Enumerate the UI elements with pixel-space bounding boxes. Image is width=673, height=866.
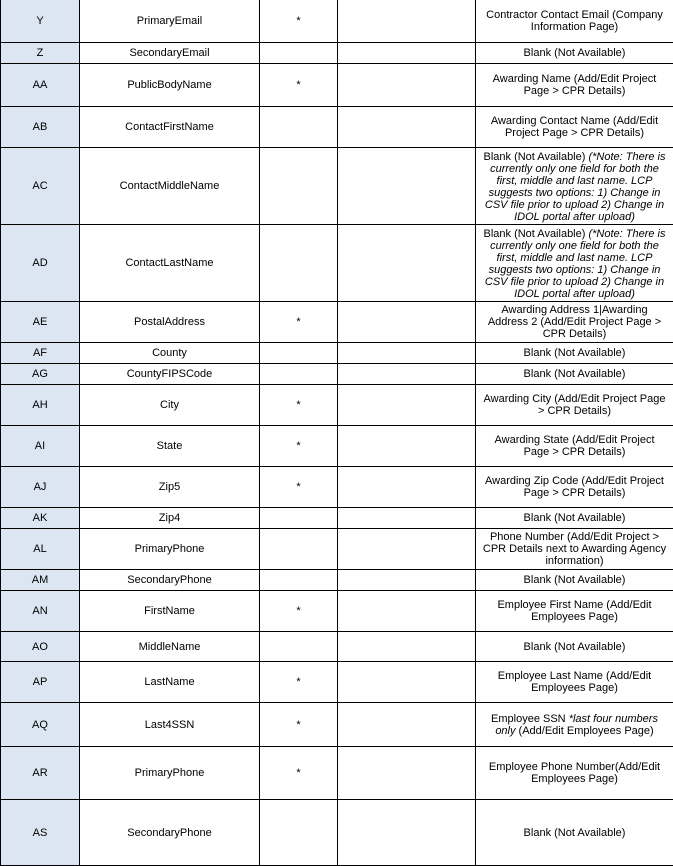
empty-cell: [338, 747, 476, 800]
column-letter: AG: [1, 364, 80, 385]
empty-cell: [338, 302, 476, 343]
source-text: Blank (Not Available): [484, 151, 589, 163]
table-row: [1, 385, 673, 426]
required-marker: [260, 364, 338, 385]
column-letter: AK: [1, 508, 80, 529]
source-description: Awarding Address 1|Awarding Address 2 (Add/Edit Project Page > CPR Details): [476, 302, 673, 343]
table-row: [1, 467, 673, 508]
required-marker: *: [260, 302, 338, 343]
field-name: State: [80, 426, 260, 467]
field-name: SecondaryPhone: [80, 800, 260, 866]
field-name: County: [80, 343, 260, 364]
source-description: Employee First Name (Add/Edit Employees Page): [476, 591, 673, 632]
column-letter: AR: [1, 747, 80, 800]
source-description: Blank (Not Available): [476, 508, 673, 529]
source-description: Awarding State (Add/Edit Project Page > CPR Details): [476, 426, 673, 467]
source-text-after: (Add/Edit Employees Page): [516, 725, 654, 737]
required-marker: *: [260, 662, 338, 703]
empty-cell: [338, 343, 476, 364]
table-row: [1, 508, 673, 529]
field-name: PostalAddress: [80, 302, 260, 343]
required-marker: [260, 225, 338, 302]
column-letter: AL: [1, 529, 80, 570]
source-description: Awarding City (Add/Edit Project Page > CPR Details): [476, 385, 673, 426]
source-description: [476, 703, 673, 747]
empty-cell: [338, 225, 476, 302]
table-row: [1, 364, 673, 385]
required-marker: *: [260, 467, 338, 508]
required-marker: [260, 529, 338, 570]
empty-cell: [338, 426, 476, 467]
required-marker: [260, 632, 338, 662]
field-name: Last4SSN: [80, 703, 260, 747]
field-name: SecondaryEmail: [80, 43, 260, 64]
field-name: MiddleName: [80, 632, 260, 662]
source-description: Awarding Zip Code (Add/Edit Project Page > CPR Details): [476, 467, 673, 508]
column-letter: AF: [1, 343, 80, 364]
source-description: [476, 148, 673, 225]
source-description: Blank (Not Available): [476, 364, 673, 385]
source-description: Blank (Not Available): [476, 632, 673, 662]
field-name: City: [80, 385, 260, 426]
field-name: FirstName: [80, 591, 260, 632]
column-letter: AH: [1, 385, 80, 426]
source-description: [476, 225, 673, 302]
field-name: Zip4: [80, 508, 260, 529]
field-name: ContactLastName: [80, 225, 260, 302]
column-letter: AJ: [1, 467, 80, 508]
source-description: Blank (Not Available): [476, 570, 673, 591]
source-description: Awarding Name (Add/Edit Project Page > CPR Details): [476, 64, 673, 107]
required-marker: *: [260, 591, 338, 632]
empty-cell: [338, 703, 476, 747]
required-marker: [260, 508, 338, 529]
field-name: Zip5: [80, 467, 260, 508]
empty-cell: [338, 0, 476, 43]
source-text: Employee SSN: [491, 713, 569, 725]
field-name: LastName: [80, 662, 260, 703]
empty-cell: [338, 591, 476, 632]
table-row: [1, 0, 673, 43]
column-letter: AI: [1, 426, 80, 467]
table-row: [1, 426, 673, 467]
empty-cell: [338, 529, 476, 570]
required-marker: *: [260, 0, 338, 43]
field-name: PrimaryEmail: [80, 0, 260, 43]
column-letter: AP: [1, 662, 80, 703]
required-marker: *: [260, 426, 338, 467]
source-description: Employee Phone Number(Add/Edit Employees Page): [476, 747, 673, 800]
table-row: [1, 662, 673, 703]
table-row: [1, 107, 673, 148]
column-letter: AD: [1, 225, 80, 302]
source-description: Awarding Contact Name (Add/Edit Project Page > CPR Details): [476, 107, 673, 148]
column-letter: AO: [1, 632, 80, 662]
field-name: ContactFirstName: [80, 107, 260, 148]
column-letter: AB: [1, 107, 80, 148]
empty-cell: [338, 148, 476, 225]
column-letter: AQ: [1, 703, 80, 747]
required-marker: [260, 43, 338, 64]
required-marker: [260, 570, 338, 591]
column-letter: AS: [1, 800, 80, 866]
empty-cell: [338, 800, 476, 866]
field-name: PrimaryPhone: [80, 529, 260, 570]
table-row: [1, 570, 673, 591]
table-row: [1, 529, 673, 570]
field-name: PrimaryPhone: [80, 747, 260, 800]
empty-cell: [338, 632, 476, 662]
empty-cell: [338, 508, 476, 529]
table-row: [1, 43, 673, 64]
table-row: [1, 591, 673, 632]
empty-cell: [338, 43, 476, 64]
column-letter: AE: [1, 302, 80, 343]
table-row: [1, 632, 673, 662]
field-name: SecondaryPhone: [80, 570, 260, 591]
source-description: Phone Number (Add/Edit Project > CPR Details next to Awarding Agency information): [476, 529, 673, 570]
source-description: Employee Last Name (Add/Edit Employees Page): [476, 662, 673, 703]
required-marker: *: [260, 747, 338, 800]
table-row: [1, 302, 673, 343]
column-letter: AM: [1, 570, 80, 591]
empty-cell: [338, 107, 476, 148]
table-row: [1, 703, 673, 747]
column-letter: Y: [1, 0, 80, 43]
source-description: Blank (Not Available): [476, 343, 673, 364]
table-row: [1, 747, 673, 800]
field-name: ContactMiddleName: [80, 148, 260, 225]
source-text: Blank (Not Available): [484, 228, 589, 240]
source-note: (*Note: There is currently only one field for both the first, middle and last name. LCP suggests two options: 1) Change in CSV file prior to upload 2) Change in IDOL portal after upload): [485, 151, 666, 223]
empty-cell: [338, 364, 476, 385]
required-marker: [260, 343, 338, 364]
empty-cell: [338, 385, 476, 426]
table-row: [1, 225, 673, 302]
empty-cell: [338, 570, 476, 591]
source-description: Contractor Contact Email (Company Information Page): [476, 0, 673, 43]
field-name: PublicBodyName: [80, 64, 260, 107]
required-marker: *: [260, 385, 338, 426]
empty-cell: [338, 64, 476, 107]
source-description: Blank (Not Available): [476, 800, 673, 866]
required-marker: [260, 800, 338, 866]
required-marker: [260, 148, 338, 225]
required-marker: *: [260, 64, 338, 107]
column-letter: AN: [1, 591, 80, 632]
field-name: CountyFIPSCode: [80, 364, 260, 385]
table-row: [1, 343, 673, 364]
empty-cell: [338, 467, 476, 508]
source-note: *last four numbers only: [495, 713, 658, 737]
table-row: [1, 148, 673, 225]
empty-cell: [338, 662, 476, 703]
column-letter: AA: [1, 64, 80, 107]
column-letter: Z: [1, 43, 80, 64]
column-letter: AC: [1, 148, 80, 225]
table-row: [1, 64, 673, 107]
source-note: (*Note: There is currently only one field for both the first, middle and last name. LCP suggests two options: 1) Change in CSV file prior to upload 2) Change in IDOL portal after upload): [485, 228, 666, 300]
required-marker: *: [260, 703, 338, 747]
source-description: Blank (Not Available): [476, 43, 673, 64]
table-row: [1, 800, 673, 866]
required-marker: [260, 107, 338, 148]
